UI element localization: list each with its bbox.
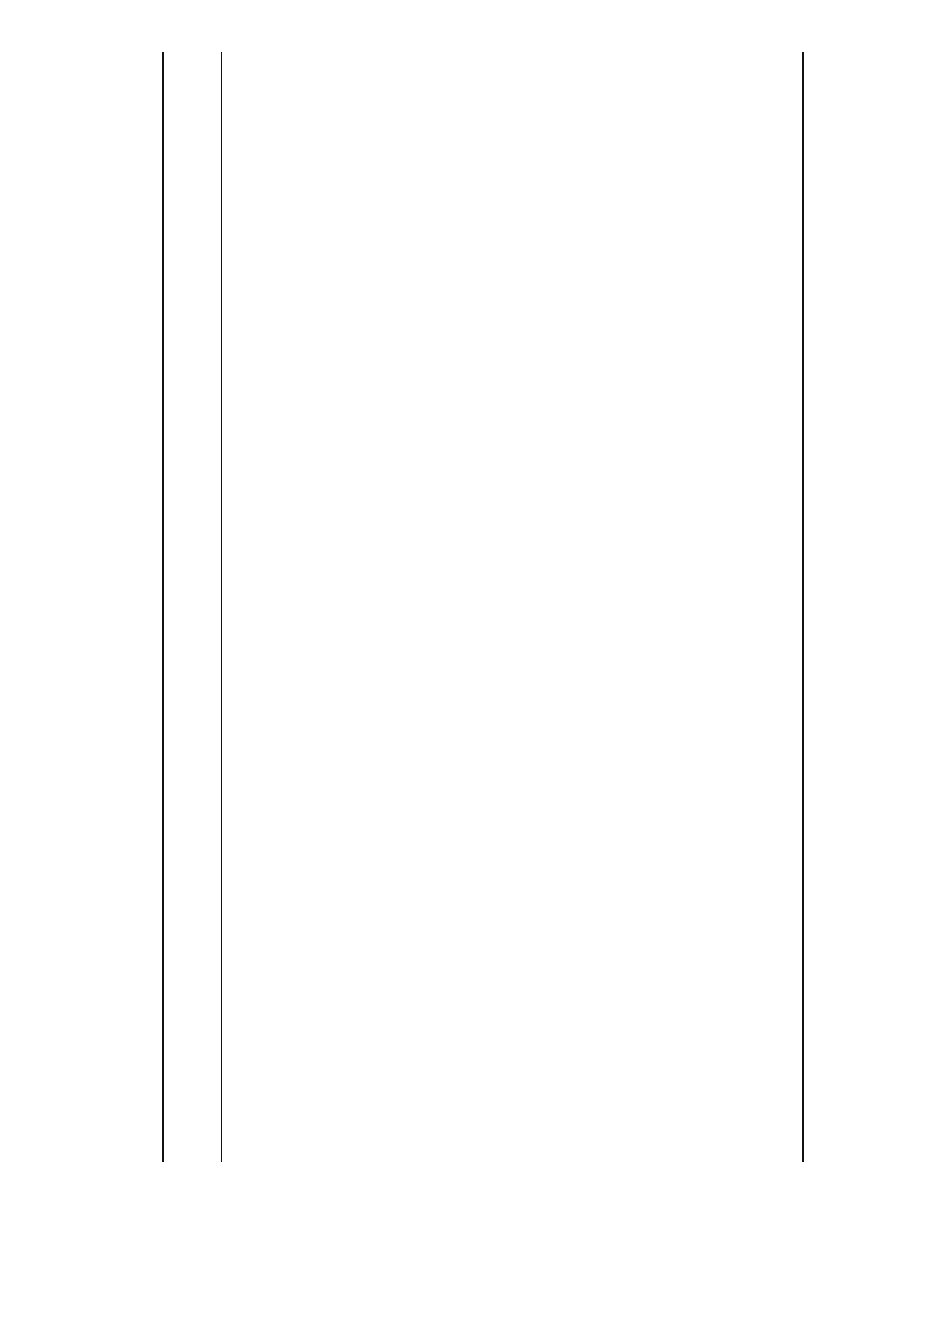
bottom-rule — [802, 52, 804, 1162]
top-rule — [162, 52, 164, 1162]
header-rule — [221, 52, 222, 1162]
rotated-table-sheet — [68, 52, 858, 1192]
